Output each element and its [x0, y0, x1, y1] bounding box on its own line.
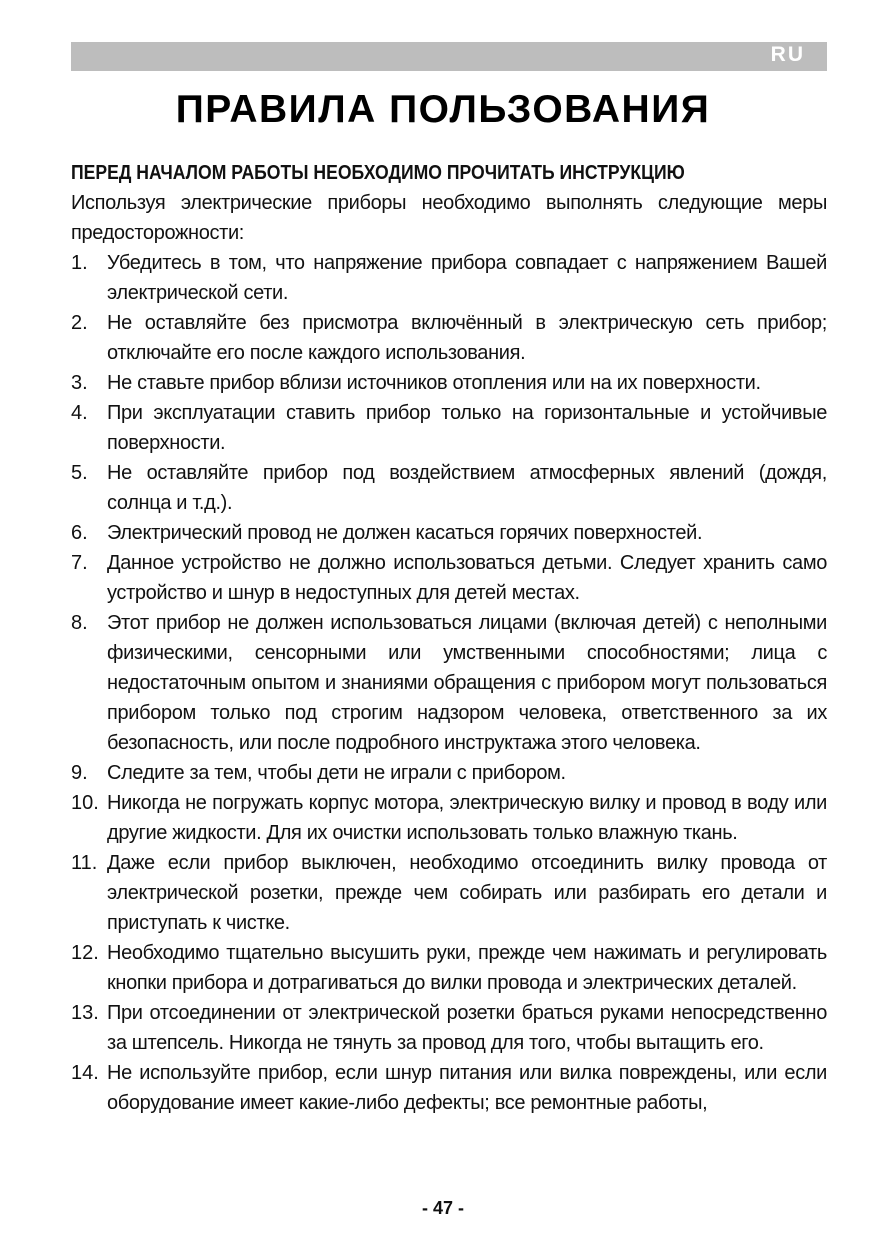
item-text: Данное устройство не должно использоваться детьми. Следует хранить само устройство и шнур в недоступных для детей местах.	[107, 552, 827, 604]
item-text: Электрический провод не должен касаться горячих поверхностей.	[107, 522, 703, 544]
item-number: 3.	[71, 372, 88, 394]
page-number: - 47 -	[421, 1198, 464, 1218]
section-heading: ПЕРЕД НАЧАЛОМ РАБОТЫ НЕОБХОДИМО ПРОЧИТАТЬ ИНСТРУКЦИЮ	[71, 162, 685, 184]
item-number: 5.	[71, 462, 88, 484]
list-item	[71, 458, 827, 518]
item-text: Убедитесь в том, что напряжение прибора совпадает с напряжением Вашей электрической сети.	[107, 252, 827, 304]
list-item	[71, 848, 827, 938]
item-text: Не оставляйте без присмотра включённый в электрическую сеть прибор; отключайте его после каждого использования.	[107, 312, 827, 364]
list-item	[71, 788, 827, 848]
list-item	[71, 248, 827, 308]
item-number: 7.	[71, 552, 88, 574]
item-number: 12.	[71, 942, 99, 964]
item-text: Не оставляйте прибор под воздействием атмосферных явлений (дождя, солнца и т.д.).	[107, 462, 827, 514]
item-number: 4.	[71, 402, 88, 424]
list-item	[71, 1058, 827, 1118]
language-label: RU	[770, 43, 805, 66]
list-item	[71, 398, 827, 458]
language-header-bar	[71, 42, 827, 71]
item-text: Необходимо тщательно высушить руки, прежде чем нажимать и регулировать кнопки прибора и дотрагиваться до вилки провода и электрических деталей.	[107, 942, 827, 994]
item-text: Не ставьте прибор вблизи источников отопления или на их поверхности.	[107, 372, 761, 394]
rules-list	[71, 248, 827, 1118]
item-text: Даже если прибор выключен, необходимо отсоединить вилку провода от электрической розетки, прежде чем собирать или разбирать его детали и приступать к чистке.	[107, 852, 827, 934]
item-text: При отсоединении от электрической розетки браться руками непосредственно за штепсель. Никогда не тянуть за провод для того, чтобы вытащить его.	[107, 1002, 827, 1054]
list-item	[71, 758, 827, 788]
item-number: 11.	[71, 852, 98, 874]
item-text: Никогда не погружать корпус мотора, электрическую вилку и провод в воду или другие жидкости. Для их очистки использовать только влажную ткань.	[107, 792, 827, 844]
item-text: Этот прибор не должен использоваться лицами (включая детей) с неполными физическими, сенсорными или умственными способностями; лица с недостаточным опытом и знаниями обращения с прибором могут пользоваться прибором только под строгим надзором человека, ответственного за их безопасность, или после подробного инструктажа этого человека.	[107, 612, 827, 754]
item-text: При эксплуатации ставить прибор только на горизонтальные и устойчивые поверхности.	[107, 402, 827, 454]
item-number: 9.	[71, 762, 88, 784]
intro-paragraph: Используя электрические приборы необходимо выполнять следующие меры предосторожности:	[71, 192, 827, 244]
list-item	[71, 548, 827, 608]
item-number: 13.	[71, 1002, 99, 1024]
item-text: Не используйте прибор, если шнур питания или вилка повреждены, или если оборудование имеет какие-либо дефекты; все ремонтные работы,	[107, 1062, 827, 1114]
item-number: 1.	[71, 252, 88, 274]
list-item	[71, 518, 827, 548]
page-title: ПРАВИЛА ПОЛЬЗОВАНИЯ	[175, 88, 711, 131]
list-item	[71, 608, 827, 758]
item-number: 2.	[71, 312, 88, 334]
item-number: 6.	[71, 522, 88, 544]
list-item	[71, 368, 827, 398]
list-item	[71, 308, 827, 368]
item-number: 10.	[71, 792, 99, 814]
list-item	[71, 938, 827, 998]
list-item	[71, 998, 827, 1058]
item-number: 8.	[71, 612, 88, 634]
document-body	[71, 158, 827, 1118]
item-text: Следите за тем, чтобы дети не играли с прибором.	[107, 762, 566, 784]
item-number: 14.	[71, 1062, 99, 1084]
